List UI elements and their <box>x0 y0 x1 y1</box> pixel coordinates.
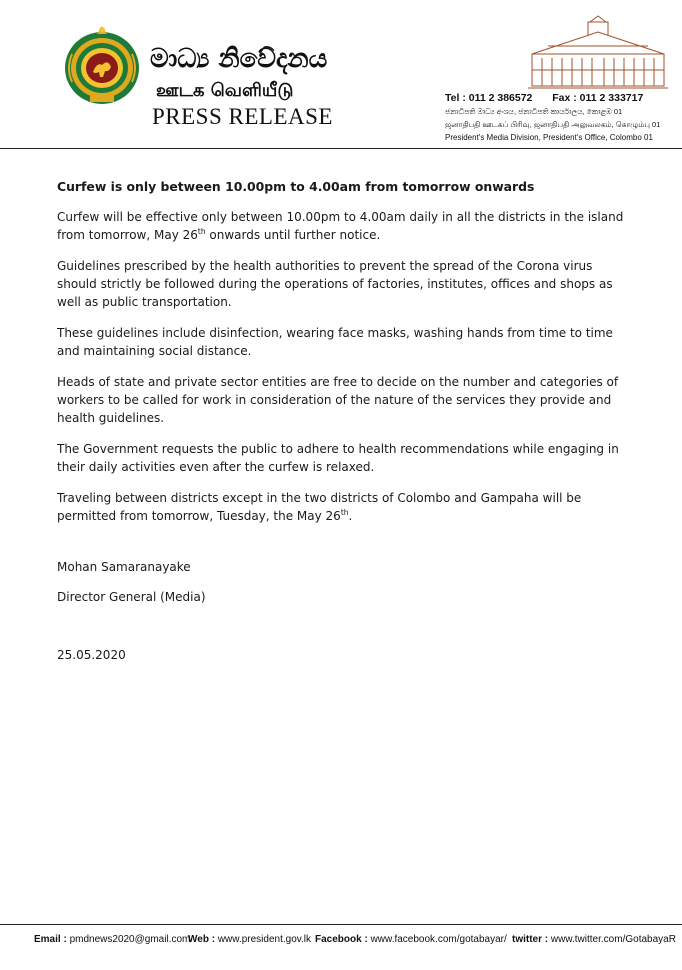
title-sinhala: මාධ්‍ය නිවේදනය <box>150 44 328 74</box>
footer-facebook: Facebook : www.facebook.com/gotabayar/ <box>315 934 507 945</box>
web-link[interactable]: www.president.gov.lk <box>217 934 312 945</box>
tel-label: Tel <box>445 92 460 104</box>
paragraph-3: These guidelines include disinfection, wearing face masks, washing hands from time to time and maintaining social distance. <box>57 326 613 358</box>
contact-block <box>445 92 675 142</box>
footer-twitter: twitter : www.twitter.com/GotabayaR <box>512 934 676 945</box>
fax-value: : 011 2 333717 <box>573 92 644 104</box>
header-divider <box>0 148 682 149</box>
paragraph-4: Heads of state and private sector entities are free to decide on the number and categories of workers to be called for work in consideration of the nature of the services they provide and health guidelines. <box>57 375 619 425</box>
address-sinhala: ජනාධිපති මාධ්‍ය අංශය, ජනාධිපති කාර්යාලය, කොළඹ 01 <box>445 107 623 116</box>
footer <box>0 932 682 952</box>
phone-fax-line <box>445 92 675 104</box>
signatory-title: Director General (Media) <box>57 590 206 604</box>
presidents-office-building-icon <box>528 14 668 90</box>
facebook-link[interactable]: www.facebook.com/gotabayar/ <box>370 934 507 945</box>
paragraph-6: Traveling between districts except in the two districts of Colombo and Gampaha will be permitted from tomorrow, Tuesday, the May 26th. <box>57 491 582 523</box>
title-tamil: ஊடக வெளியீடு <box>156 80 294 101</box>
signature-block <box>57 558 206 606</box>
twitter-link[interactable]: www.twitter.com/GotabayaR <box>550 934 676 945</box>
address-english: President's Media Division, President's Office, Colombo 01 <box>445 133 653 142</box>
paragraph-2: Guidelines prescribed by the health authorities to prevent the spread of the Corona virus should strictly be followed during the operations of factories, institutes, offices and shops as well as public transportation. <box>57 259 613 309</box>
release-headline: Curfew is only between 10.00pm to 4.00am from tomorrow onwards <box>57 179 535 194</box>
letterhead <box>0 0 682 150</box>
release-body <box>57 178 627 538</box>
title-english: PRESS RELEASE <box>152 104 333 129</box>
sri-lanka-emblem <box>62 24 142 106</box>
paragraph-1: Curfew will be effective only between 10.00pm to 4.00am daily in all the districts in the island from tomorrow, May 26th onwards until further notice. <box>57 210 624 242</box>
footer-divider <box>0 924 682 925</box>
signatory-name: Mohan Samaranayake <box>57 560 191 574</box>
tel-value: : 011 2 386572 <box>462 92 533 104</box>
email-link[interactable]: pmdnews2020@gmail.com <box>69 934 191 945</box>
fax-label: Fax <box>552 92 571 104</box>
paragraph-5: The Government requests the public to adhere to health recommendations while engaging in their daily activities even after the curfew is relaxed. <box>57 442 619 474</box>
address-tamil: ஜனாதிபதி ஊடகப் பிரிவு, ஜனாதிபதி அலுவலகம், கொழும்பு 01 <box>445 120 661 129</box>
footer-web: Web : www.president.gov.lk <box>188 934 312 945</box>
footer-email: Email : pmdnews2020@gmail.com <box>34 934 191 945</box>
release-date: 25.05.2020 <box>57 648 126 662</box>
